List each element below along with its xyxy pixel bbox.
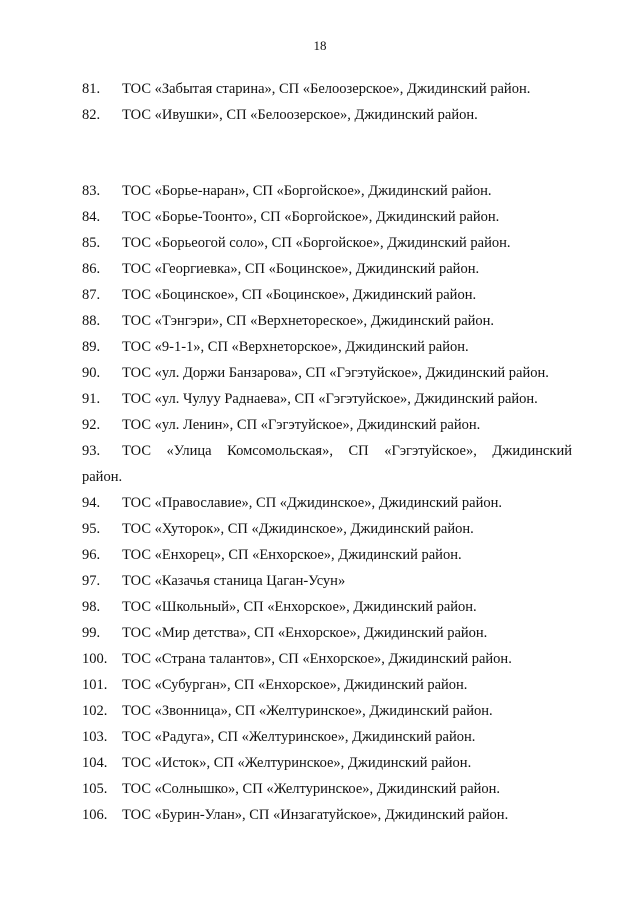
list-item xyxy=(82,412,572,438)
item-number: 102. xyxy=(82,703,108,719)
item-text: ТОС «Школьный», СП «Енхорское», Джидинский район. xyxy=(122,599,477,615)
item-text: ТОС «Православие», СП «Джидинское», Джидинский район. xyxy=(122,495,502,511)
item-number: 88. xyxy=(82,313,101,329)
list-item xyxy=(82,516,572,542)
list-item xyxy=(82,646,572,672)
list-item xyxy=(82,620,572,646)
list-item xyxy=(82,360,572,386)
item-text: ТОС «Борье-Тоонто», СП «Боргойское», Джидинский район. xyxy=(122,209,500,225)
list-item xyxy=(82,178,572,204)
item-number: 82. xyxy=(82,107,101,123)
list-item xyxy=(82,230,572,256)
list-item xyxy=(82,698,572,724)
item-number: 81. xyxy=(82,81,101,97)
list-item xyxy=(82,386,572,412)
item-number: 100. xyxy=(82,651,108,667)
list-item xyxy=(82,204,572,230)
item-number: 86. xyxy=(82,261,101,277)
item-number: 93. xyxy=(82,443,101,459)
item-text: ТОС «Исток», СП «Желтуринское», Джидинский район. xyxy=(122,755,472,771)
item-text: ТОС «Звонница», СП «Желтуринское», Джидинский район. xyxy=(122,703,493,719)
item-text: ТОС «Борье-наран», СП «Боргойское», Джидинский район. xyxy=(122,183,492,199)
item-word: СП xyxy=(348,443,369,459)
item-text: ТОС «9-1-1», СП «Верхнеторское», Джидинский район. xyxy=(122,339,469,355)
item-number: 99. xyxy=(82,625,101,641)
list-item xyxy=(82,542,572,568)
item-text: ТОС «Ивушки», СП «Белоозерское», Джидинский район. xyxy=(122,107,478,123)
item-number: 89. xyxy=(82,339,101,355)
list-item-wrapped xyxy=(82,438,572,490)
item-text: ТОС «Тэнгэри», СП «Верхнетореское», Джидинский район. xyxy=(122,313,495,329)
list-item xyxy=(82,308,572,334)
page-number: 18 xyxy=(313,38,327,53)
item-text: ТОС «Субурган», СП «Енхорское», Джидинский район. xyxy=(122,677,468,693)
item-text: ТОС «Георгиевка», СП «Боцинское», Джидинский район. xyxy=(122,261,480,277)
list-item xyxy=(82,256,572,282)
item-number: 98. xyxy=(82,599,101,615)
list-item xyxy=(82,672,572,698)
item-text: ТОС «Енхорец», СП «Енхорское», Джидинский район. xyxy=(122,547,462,563)
item-number: 103. xyxy=(82,729,108,745)
item-first-line xyxy=(82,438,572,464)
item-text: ТОС «ул. Чулуу Раднаева», СП «Гэгэтуйское», Джидинский район. xyxy=(122,391,538,407)
item-number: 85. xyxy=(82,235,101,251)
item-text: ТОС «Бурин-Улан», СП «Инзагатуйское», Джидинский район. xyxy=(122,807,509,823)
item-text: ТОС «Борьеогой соло», СП «Боргойское», Джидинский район. xyxy=(122,235,511,251)
list-item xyxy=(82,334,572,360)
item-word: Джидинский xyxy=(492,443,572,459)
list-item xyxy=(82,76,572,102)
item-number: 101. xyxy=(82,677,108,693)
item-text: ТОС «ул. Ленин», СП «Гэгэтуйское», Джидинский район. xyxy=(122,417,481,433)
item-text: ТОС «Казачья станица Цаган-Усун» xyxy=(122,573,346,589)
item-text: ТОС «Солнышко», СП «Желтуринское», Джидинский район. xyxy=(122,781,501,797)
item-text: ТОС «Страна талантов», СП «Енхорское», Джидинский район. xyxy=(122,651,512,667)
item-continuation: район. xyxy=(82,469,123,485)
item-word: «Гэгэтуйское», xyxy=(384,443,477,459)
item-text: ТОС «Забытая старина», СП «Белоозерское», Джидинский район. xyxy=(122,81,531,97)
list-item xyxy=(82,802,572,828)
item-number: 92. xyxy=(82,417,101,433)
item-number: 91. xyxy=(82,391,101,407)
item-number: 87. xyxy=(82,287,101,303)
list-group-b xyxy=(82,178,572,828)
list-group-a xyxy=(82,76,572,128)
list-item xyxy=(82,724,572,750)
item-text: ТОС «Мир детства», СП «Енхорское», Джидинский район. xyxy=(122,625,488,641)
item-number: 83. xyxy=(82,183,101,199)
item-text: ТОС «Радуга», СП «Желтуринское», Джидинский район. xyxy=(122,729,476,745)
list-item xyxy=(82,594,572,620)
list-item xyxy=(82,102,572,128)
list-item xyxy=(82,568,572,594)
item-number: 84. xyxy=(82,209,101,225)
item-text: ТОС «ул. Доржи Банзарова», СП «Гэгэтуйское», Джидинский район. xyxy=(122,365,549,381)
list-item xyxy=(82,750,572,776)
item-text: ТОС «Хуторок», СП «Джидинское», Джидинский район. xyxy=(122,521,474,537)
item-word: Комсомольская», xyxy=(227,443,333,459)
list-item xyxy=(82,776,572,802)
item-number: 106. xyxy=(82,807,108,823)
item-word: ТОС xyxy=(122,443,151,459)
item-word: «Улица xyxy=(166,443,212,459)
item-text: ТОС «Боцинское», СП «Боцинское», Джидинский район. xyxy=(122,287,477,303)
list-item xyxy=(82,490,572,516)
item-number: 90. xyxy=(82,365,101,381)
item-number: 95. xyxy=(82,521,101,537)
item-number: 96. xyxy=(82,547,101,563)
item-number: 105. xyxy=(82,781,108,797)
item-number: 97. xyxy=(82,573,101,589)
list-item xyxy=(82,282,572,308)
item-text xyxy=(122,438,572,464)
item-number: 94. xyxy=(82,495,101,511)
item-number: 104. xyxy=(82,755,108,771)
